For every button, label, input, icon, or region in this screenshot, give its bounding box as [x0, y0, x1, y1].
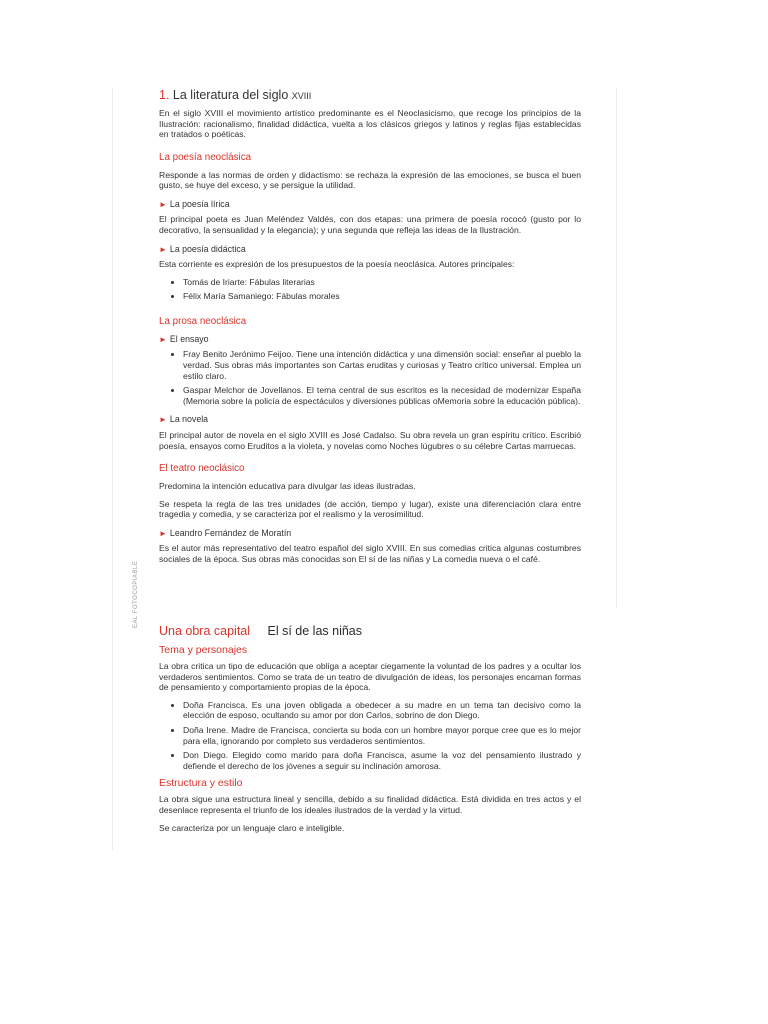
heading-teatro: El teatro neoclásico — [159, 463, 245, 475]
subheading-lirica: ► La poesía lírica — [159, 198, 230, 209]
subheading-ensayo: ► El ensayo — [159, 333, 209, 344]
obra-label: Una obra capital — [159, 624, 251, 638]
subheading-moratin: ► Leandro Fernández de Moratín — [159, 527, 292, 538]
personajes-list — [159, 700, 581, 772]
subheading-didactica: ► La poesía didáctica — [159, 243, 246, 254]
didactica-paragraph: Esta corriente es expresión de los presupuestos de la poesía neoclásica. Autores principales: — [159, 259, 515, 270]
estilo-paragraph: Se caracteriza por un lenguaje claro e inteligible. — [159, 822, 345, 833]
list-item: • Doña Francisca. Es una joven obligada a obedecer a su madre en un tema tan decisivo como la elección de esposo, ocultando su amor por don Carlos, sobrino de don Diego. — [183, 700, 581, 721]
right-margin-rule — [616, 88, 617, 608]
obra-capital-block — [159, 624, 581, 840]
triangle-bullet-icon: ► — [159, 415, 167, 425]
moratin-paragraph: Es el autor más representativo del teatro español del siglo XVIII. En sus comedias critica algunas costumbres sociales de la época. Sus obras más conocidas son El sí de las niñas y La comedia nueva o el café. — [159, 543, 581, 564]
lirica-paragraph: El principal poeta es Juan Meléndez Valdés, con dos etapas: una primera de poesía rococó (gusto por lo decorativo, la sensualidad y la elegancia); y una segunda que refleja las ideas de la Ilustración. — [159, 214, 581, 236]
list-item: • Doña Irene. Madre de Francisca, concierta su boda con un hombre mayor porque cree que es lo mejor para ella, ignorando por completo sus verdaderos sentimientos. — [183, 725, 581, 746]
ensayo-list — [159, 349, 581, 406]
heading-prosa: La prosa neoclásica — [159, 315, 247, 327]
main-content — [159, 88, 581, 572]
triangle-bullet-icon: ► — [159, 199, 167, 209]
novela-paragraph: El principal autor de novela en el siglo XVIII es José Cadalso. Su obra revela un gran espíritu crítico. Escribió poesía, ensayos como Eruditos a la violeta, y novelas como Noches lúgubres o su célebre Cartas marruecas. — [159, 429, 581, 451]
left-margin-rule — [112, 88, 113, 850]
heading-estructura: Estructura y estilo — [159, 777, 243, 790]
list-item: • Fray Benito Jerónimo Feijoo. Tiene una intención didáctica y una dimensión social: enseñar al pueblo la verdad. Sus obras más importantes son Cartas eruditas y curiosas y Teatro crítico universal. Emplea un estilo claro. — [183, 349, 581, 381]
section-title-century: XVIII — [291, 91, 312, 101]
intro-paragraph: En el siglo XVIII el movimiento artístico predominante es el Neoclasicismo, que recoge los principios de la Ilustración: racionalismo, finalidad didáctica, vuelta a los clásicos griegos y latinos y reglas fijas establecidas en tratados o poéticas. — [159, 108, 581, 140]
triangle-bullet-icon: ► — [159, 244, 167, 254]
obra-name: El sí de las niñas — [267, 624, 363, 638]
obra-title — [159, 624, 581, 638]
section-title — [159, 88, 581, 103]
subheading-novela: ► La novela — [159, 414, 209, 425]
authors-list — [159, 277, 581, 302]
triangle-bullet-icon: ► — [159, 334, 167, 344]
section-title-text: La literatura del siglo — [172, 88, 289, 102]
heading-poesia: La poesía neoclásica — [159, 151, 252, 163]
triangle-bullet-icon: ► — [159, 528, 167, 538]
list-item: • Gaspar Melchor de Jovellanos. El tema central de sus escritos es la necesidad de modernizar España (Memoria sobre la policía de espectáculos y diversiones públicas oMemoria sobre la educación pública). — [183, 385, 581, 406]
section-number: 1. — [159, 88, 170, 102]
list-item: • Félix María Samaniego: Fábulas morales — [183, 291, 581, 302]
heading-tema: Tema y personajes — [159, 644, 248, 656]
side-label: EAL FOTOCOPIABLE — [133, 560, 139, 628]
tema-paragraph: La obra critica un tipo de educación que obliga a aceptar ciegamente la voluntad de los padres y a ocultar los verdaderos sentimientos. Como se trata de un teatro de divulgación de ideas, los personajes encarnan formas de pensamiento y comportamiento propias de la época. — [159, 661, 581, 693]
estructura-paragraph: La obra sigue una estructura lineal y sencilla, debido a su finalidad didáctica. Está dividida en tres actos y el desenlace representa el triunfo de los ideales ilustrados de la verdad y la virtud. — [159, 794, 581, 815]
list-item: • Don Diego. Elegido como marido para doña Francisca, asume la voz del pensamiento ilustrado y defiende el derecho de los jóvenes a seguir su inclinación amorosa. — [183, 750, 581, 771]
list-item: • Tomás de Iriarte: Fábulas literarias — [183, 277, 581, 288]
teatro-paragraph-2: Se respeta la regla de las tres unidades (de acción, tiempo y lugar), existe una diferenciación clara entre tragedia y comedia, y se caracteriza por el realismo y la verosimilitud. — [159, 498, 581, 520]
teatro-paragraph-1: Predomina la intención educativa para divulgar las ideas ilustradas. — [159, 481, 416, 492]
poesia-paragraph: Responde a las normas de orden y didactismo: se rechaza la expresión de las emociones, se busca el buen gusto, se huye del exceso, y se persigue la utilidad. — [159, 169, 581, 191]
